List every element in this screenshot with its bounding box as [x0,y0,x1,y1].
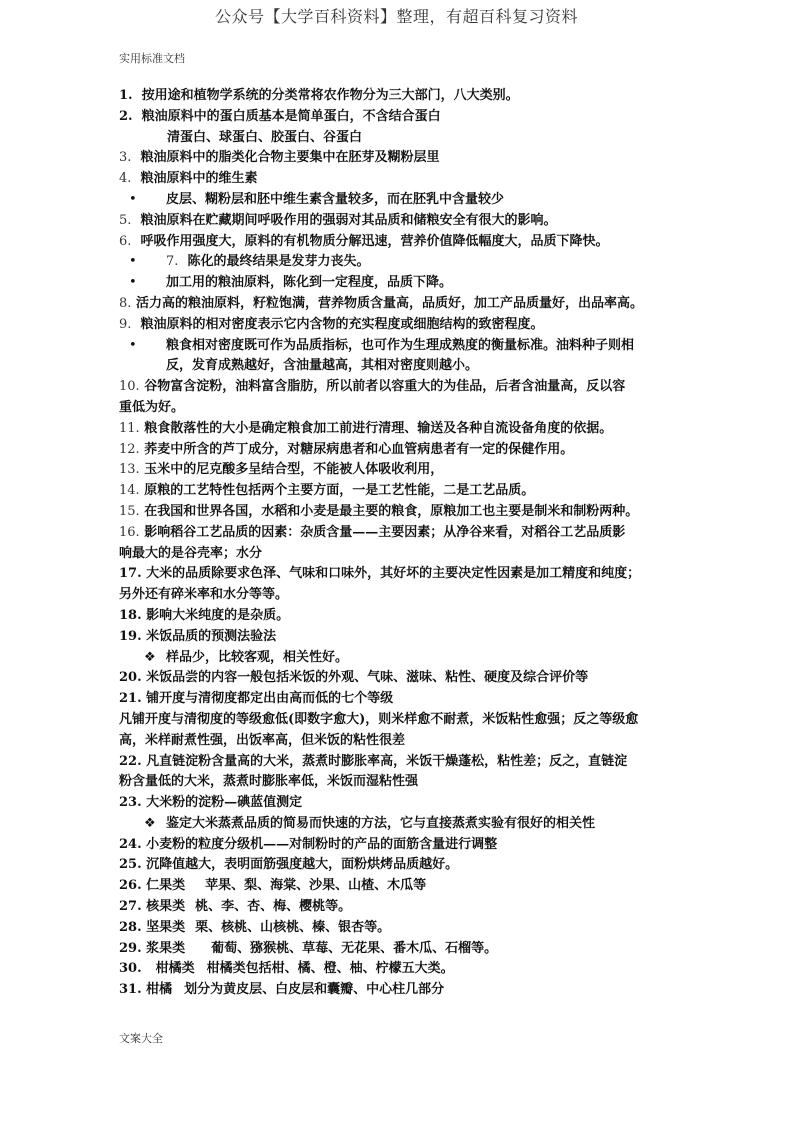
list-item-2: 2. 粮油原料中的蛋白质基本是简单蛋白，不含结合蛋白 [119,108,441,124]
list-item-5: 5. 粮油原料在贮藏期间呼吸作用的强弱对其品质和储粮安全有很大的影响。 [119,212,557,228]
list-item-17-cont: 另外还有碎米率和水分等等。 [119,587,289,603]
bullet-item: ❖ 样品少，比较客观，相关性好。 [119,648,689,669]
bullet-item: ❖ 鉴定大米蒸煮品质的简易而快速的方法，它与直接蒸煮实验有很好的相关性 [119,814,689,835]
list-item-17: 17. 大米的品质除要求色泽、气味和口味外，其好坏的主要决定性因素是加工精度和纯度； [119,566,641,582]
list-item-21-cont: 凡铺开度与清彻度的等级愈低(即数字愈大)，则米样愈不耐煮，米饭粘性愈强；反之等级愈 [119,711,639,727]
bullet-item: • 皮层、糊粉层和胚中维生素含量较多，而在胚乳中含量较少 [119,190,689,211]
bullet-dot-icon: • [129,254,137,270]
bullet-dot-icon: • [129,275,137,291]
page-footer: 文案大全 [119,1032,163,1045]
list-item-20: 20. 米饭品尝的内容一般包括米饭的外观、气味、滋味、粘性、硬度及综合评价等 [119,670,589,686]
list-item-16: 16. 影响稻谷工艺品质的因素：杂质含量——主要因素；从净谷来看，对稻谷工艺品质影 [119,524,626,540]
list-item-22: 22. 凡直链淀粉含量高的大米，蒸煮时膨胀率高，米饭干燥蓬松，粘性差；反之，直链淀 [119,753,628,769]
diamond-bullet-icon: ❖ [144,815,156,831]
bullet-item-continuation: 反，发育成熟越好，含油量越高，其相对密度则越小。 [166,358,479,374]
bullet-dot-icon: • [129,337,137,353]
list-item-23: 23. 大米粉的淀粉—碘蓝值测定 [119,795,303,811]
list-item-24: 24. 小麦粉的粒度分级机——对制粉时的产品的面筋含量进行调整 [119,836,498,852]
list-item-14: 14. 原粮的工艺特性包括两个主要方面，一是工艺性能，二是工艺品质。 [119,483,535,499]
list-item-27: 27. 核果类 桃、李、杏、梅、樱桃等。 [119,899,352,915]
list-item-6: 6. 呼吸作用强度大，原料的有机物质分解迅速，营养价值降低幅度大，品质下降快。 [119,233,609,249]
list-item-16-cont: 响最大的是谷壳率；水分 [119,545,263,561]
list-item-3: 3. 粮油原料中的脂类化合物主要集中在胚芽及糊粉层里 [119,150,440,166]
list-item-28: 28. 坚果类 栗、核桃、山核桃、榛、银杏等。 [119,919,391,935]
list-item-12: 12. 荞麦中所含的芦丁成分，对糖尿病患者和心血管病患者有一定的保健作用。 [119,441,574,457]
bullet-item: • 粮食相对密度既可作为品质指标，也可作为生理成熟度的衡量标准。油料种子则相 [119,336,689,357]
list-item-30: 30. 柑橘类 柑橘类包括柑、橘、橙、柚、柠檬五大类。 [119,961,454,977]
list-item-4: 4. 粮油原料中的维生素 [119,171,258,187]
list-item-11: 11. 粮食散落性的大小是确定粮食加工前进行清理、输送及各种自流设备角度的依据。 [119,420,613,436]
list-item-22-cont: 粉含量低的大米，蒸煮时膨胀率低，米饭而湿粘性强 [119,774,419,790]
list-item-2-sub: 清蛋白、球蛋白、胶蛋白、谷蛋白 [167,129,363,145]
bullet-item: • 加工用的粮油原料，陈化到一定程度，品质下降。 [119,273,689,294]
diamond-bullet-icon: ❖ [144,649,156,665]
list-item-31: 31. 柑橘 划分为黄皮层、白皮层和囊瓣、中心柱几部分 [119,982,445,998]
list-item-13: 13. 玉米中的尼克酸多呈结合型，不能被人体吸收利用， [119,462,444,478]
list-item-10-cont: 重低为好。 [119,399,185,415]
list-item-25: 25. 沉降值越大，表明面筋强度越大，面粉烘烤品质越好。 [119,857,459,873]
watermark-banner: 公众号【大学百科资料】整理，有超百科复习资料 [214,7,578,26]
list-item-1: 1. 按用途和植物学系统的分类常将农作物分为三大部门，八大类别。 [119,88,519,103]
list-item-29: 29. 浆果类 葡萄、猕猴桃、草莓、无花果、番木瓜、石榴等。 [119,940,498,956]
list-item-21: 21. 铺开度与清彻度都定出由高而低的七个等级 [119,691,394,707]
bullet-dot-icon: • [129,191,137,207]
list-item-9: 9. 粮油原料的相对密度表示它内含物的充实程度或细胞结构的致密程度。 [119,316,544,332]
list-item-10: 10. 谷物富含淀粉，油料富含脂肪，所以前者以容重大的为佳品，后者含油量高，反以容 [119,379,626,395]
list-item-19: 19. 米饭品质的预测法验法 [119,628,277,644]
list-item-7: • 7. 陈化的最终结果是发芽力丧失。 [119,252,689,273]
list-item-15: 15. 在我国和世界各国，水稻和小麦是最主要的粮食，原粮加工也主要是制米和制粉两种。 [119,503,639,519]
document-body [119,86,689,1001]
list-item-21-cont: 高，米样耐煮性强，出饭率高，但米饭的粘性很差 [119,732,406,748]
list-item-26: 26. 仁果类 苹果、梨、海棠、沙果、山楂、木瓜等 [119,878,427,894]
page-header: 实用标准文档 [119,52,185,65]
list-item-18: 18. 影响大米纯度的是杂质。 [119,607,290,623]
list-item-8: 8. 活力高的粮油原料，籽粒饱满，营养物质含量高，品质好，加工产品质量好，出品率高。 [119,295,643,311]
